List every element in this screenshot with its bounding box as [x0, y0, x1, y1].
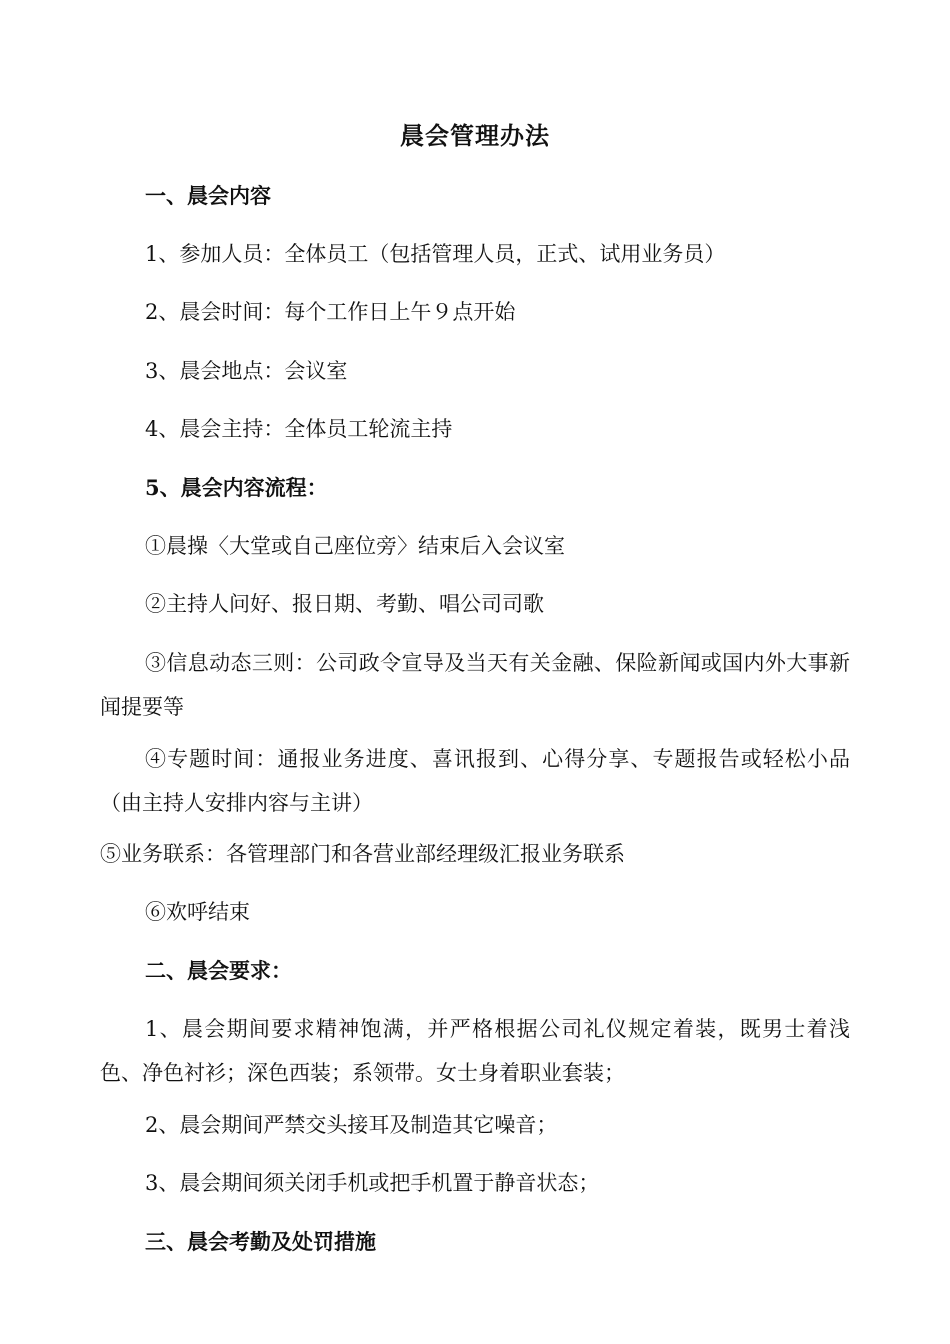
item-location: 3、晨会地点：会议室	[145, 359, 348, 383]
item-time: 2、晨会时间：每个工作日上午９点开始	[145, 300, 516, 324]
requirement-3: 3、晨会期间须关闭手机或把手机置于静音状态；	[145, 1171, 600, 1195]
section-heading-requirements: 二、晨会要求：	[145, 958, 292, 983]
flow-step-2: ②主持人问好、报日期、考勤、唱公司司歌	[145, 592, 544, 616]
flow-step-1: ①晨操〈大堂或自己座位旁〉结束后入会议室	[145, 534, 565, 558]
flow-step-6: ⑥欢呼结束	[145, 900, 250, 924]
requirement-2: 2、晨会期间严禁交头接耳及制造其它噪音；	[145, 1113, 558, 1137]
requirement-1: 1、晨会期间要求精神饱满，并严格根据公司礼仪规定着装，既男士着浅色、净色衬衫；深色西装；系领带。女士身着职业套装；	[100, 1017, 850, 1085]
section-heading-attendance: 三、晨会考勤及处罚措施	[145, 1229, 376, 1254]
document-title: 晨会管理办法	[400, 121, 550, 150]
item-participants: 1、参加人员：全体员工（包括管理人员，正式、试用业务员）	[145, 242, 726, 266]
flow-step-3: ③信息动态三则：公司政令宣导及当天有关金融、保险新闻或国内外大事新闻提要等	[100, 651, 850, 719]
flow-step-5: ⑤业务联系：各管理部门和各营业部经理级汇报业务联系	[100, 842, 625, 866]
flow-step-4: ④专题时间：通报业务进度、喜讯报到、心得分享、专题报告或轻松小品（由主持人安排内容与主讲）	[100, 747, 850, 815]
item-host: 4、晨会主持：全体员工轮流主持	[145, 417, 453, 441]
item-flow-heading: 5、晨会内容流程：	[145, 475, 328, 500]
section-heading-content: 一、晨会内容	[145, 183, 271, 208]
